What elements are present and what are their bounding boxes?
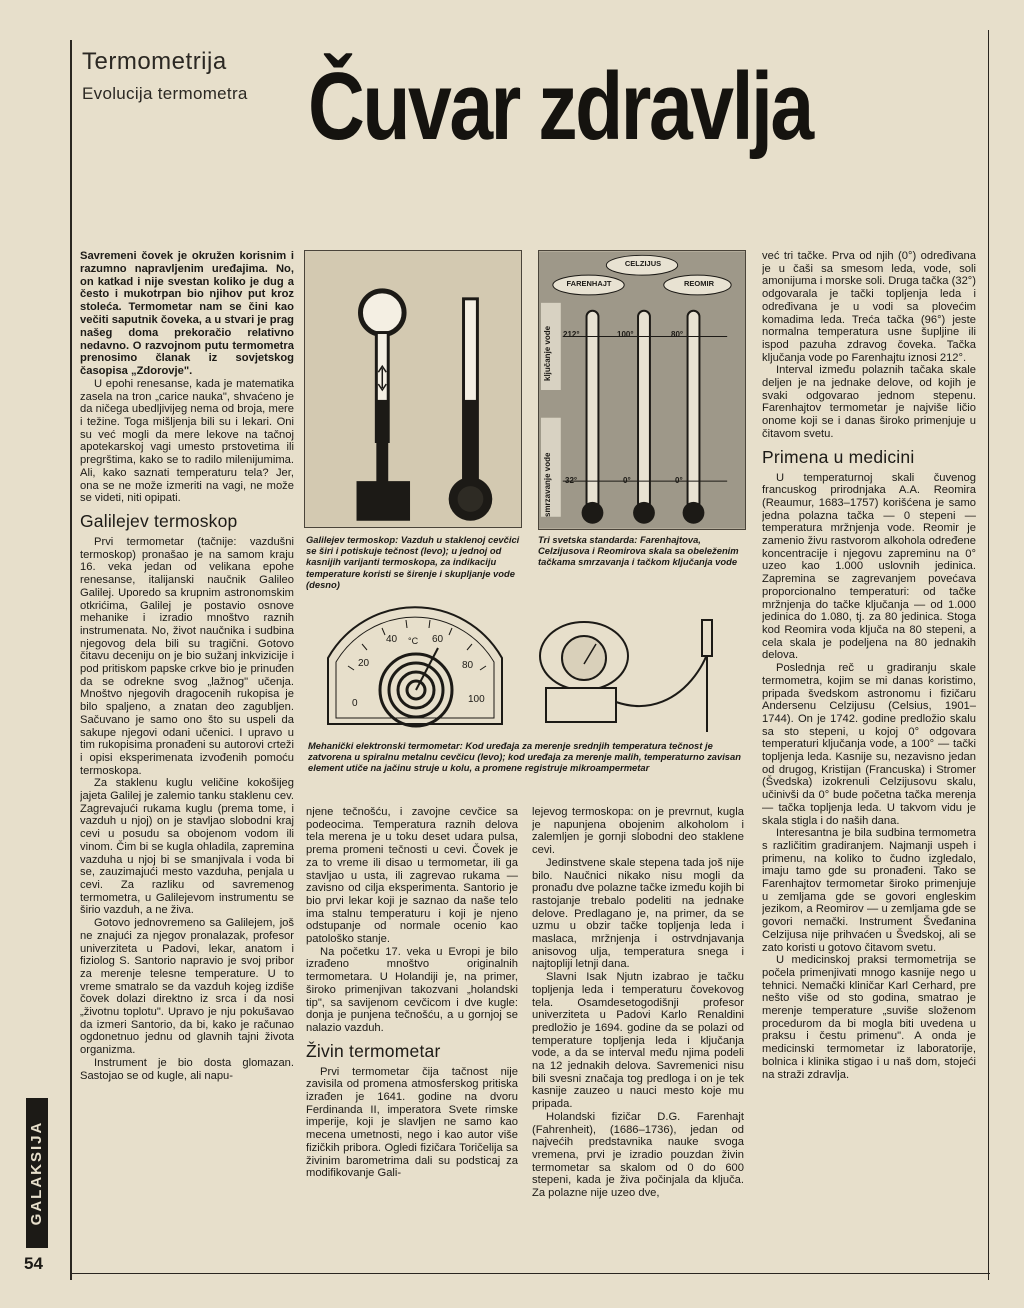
- caption-galilej: Galilejev termoskop: Vazduh u staklenoj cevčici se širi i potiskuje tečnost (levo); u jednoj od kasnijih varijanti termoskopa, za indikaciju temperature koristi se širenje i skupljanje vode (desno): [306, 534, 520, 590]
- label-f-boil: 212°: [563, 330, 580, 339]
- paragraph: Poslednja reč u gradiranju skale termometra, kojim se mi danas koristimo, pripada švedskom astronomu i fizičaru Andersenu Celzijusu (Celsius, 1901–1744). On je 1742. godine predložio skalu sa sto stepeni, u kojoj 0° odgovara temperaturi ključanja vode, a 100° — tački topljenja leda. Kasnije su, nezavisno jedan od drugog, Kristijan (Francuska) i Stromer (Švedska) izokrenuli Celzijusovu skalu, učinivši da 0° bude početna tačka merenja — tačka topljenja leda. U takvom vidu je skala stigla i do naših dana.: [762, 662, 976, 827]
- subheading-medicina: Primena u medicini: [762, 446, 915, 467]
- section-subtitle: Evolucija termometra: [82, 84, 248, 103]
- label-boiling-side: ključanje vode: [543, 325, 552, 381]
- scales-drawing: [539, 251, 745, 529]
- figure-temperature-scales: [538, 250, 746, 530]
- lead-paragraph: Savremeni čovek je okružen korisnim i razumno napravljenim uređajima. No, on katkad i nije svestan koliko je dug a često i mukotrpan bio njihov put kroz stoleća. Termometar nam se čini kao večiti saputnik čoveka, a u stvari je prag našeg doma prekoračio relativno nedavno. O razvojnom putu termometra prenosimo članak iz sovjetskog časopisa „Zdorovje".: [80, 250, 294, 378]
- subheading-galilej: Galilejev termoskop: [80, 511, 238, 531]
- paragraph: U medicinskoj praksi termometrija se počela primenjivati mnogo kasnije nego u tehnici. Nemački kliničar Karl Cerhard, pre nešto više od sto godina, smatrao je merenje temperature „suviše složenom procedurom da bi mogla biti uvedena u praksu i čestu primenu". A onda je medicinski termometar iz laboratorije, bolnica i klinika stigao i u naš dom, stojeći na straži zdravlja.: [762, 954, 976, 1081]
- paragraph: Instrument je bio dosta glomazan. Sastojao se od kugle, ali napu-: [80, 1056, 294, 1082]
- paragraph: Holandski fizičar D.G. Farenhajt (Fahrenheit), (1686–1736), jedan od najvećih predstavnika nauke svoga vremena, prvi je izradio pouzdan živin termometar sa skalom od 0 do 600 stepeni, kada je živa počinjala da ključa. Za polazne nije uzeo dve,: [532, 1110, 744, 1200]
- paragraph: lejevog termoskopa: on je prevrnut, kugla je napunjena obojenim alkoholom i zalemljen je gornji slobodni deo staklene cevi.: [532, 806, 744, 857]
- page-number: 54: [24, 1254, 43, 1273]
- magazine-logo-text: GALAKSIJA: [28, 1120, 45, 1226]
- gauge-label-0: 0: [352, 698, 358, 709]
- headline: Čuvar zdravlja: [308, 53, 812, 160]
- bottom-rule: [70, 1273, 990, 1274]
- figure-mechanical-electronic-thermometer: [306, 606, 748, 738]
- label-r-freeze: 0°: [675, 476, 683, 485]
- paragraph: Gotovo jednovremeno sa Galilejem, još ne znajući za njegov pronalazak, profesor univerziteta u Padovi, lekar, anatom i fiziolog S. Santorio napravio je svoj pribor za merenje telesne temperature. U to vreme smatralo se da vazduh kojeg izdiše čovek dolazi direktno iz srca i da nosi „životnu toplotu". Upravo je nju pokušavao da izmeri Santorio, da bi, kako je računao ogdonetnuo jednu od glavnih tajni života organizma.: [80, 917, 294, 1057]
- caption-scales: Tri svetska standarda: Farenhajtova, Celzijusova i Reomirova skala sa obeleženim tačkama smrzavanja i tačkom ključanja vode: [538, 534, 739, 568]
- label-c-boil: 100°: [617, 330, 634, 339]
- thermoscope-drawing: [305, 251, 521, 527]
- paragraph: Prvi termometar čija tačnost nije zavisila od promena atmosferskog pritiska izrađen je 1641. godine na dvoru Ferdinanda II, imperatora Svete rimske imperije, koji je slavljen ne samo kao mecena umetnosti, nego i kao autor više fizičkih pribora. Ogledi fizičara Toričelija sa živinim barometrima dali su podsticaj za modifikovanje Gali-: [306, 1065, 518, 1180]
- gauge-label-20: 20: [358, 658, 370, 669]
- column-1: [80, 250, 294, 1266]
- magazine-logo: [26, 1098, 48, 1248]
- section-title: Termometrija: [82, 48, 227, 75]
- label-fahrenheit: FARENHAJT: [566, 279, 612, 288]
- label-f-freeze: 32°: [565, 476, 578, 485]
- gauge-label-100: 100: [468, 694, 485, 705]
- gauge-label-unit: °C: [408, 636, 419, 646]
- label-freezing-side: smrzavanje vode: [543, 452, 552, 517]
- label-reaumur: REOMIR: [684, 279, 714, 288]
- paragraph: Interesantna je bila sudbina termometra s različitim gradiranjem. Najmanji uspeh i primenu, na koliko to čudno izgledalo, imaju tamo gde su pronađeni. Tako se Farenhajtov termometar široko primenjuje u zemljama gde se govori engleskim jezikom, a Reomirov — u zemljama gde se govori nemački. Instrument Šveđanina Celzijusa nije prihvaćen u Švedskoj, ali se zato koristi u gotovo čitavom svetu.: [762, 827, 976, 954]
- gauge-label-60: 60: [432, 634, 444, 645]
- gauge-drawing: [306, 606, 748, 738]
- caption-gauge: Mehanički elektronski termometar: Kod uređaja za merenje srednjih temperatura tečnost je zatvorena u spiralnu metalnu cevčicu (levo); kod uređaja za merenje malih, temperaturno zavisan element utiče na jačinu struje u kolu, a promene registruje mikroampermetar: [308, 740, 741, 774]
- left-margin-rule: [70, 40, 72, 1280]
- paragraph: već tri tačke. Prva od njih (0°) određivana je u čaši sa smesom leda, vode, soli amonijuma i morske soli. Druga tačka (32°) odgovarala je tački topljenja leda i određivana je u vodi sa plovećim komadima leda. Treća tačka (96°) jeste normalna temperatura usne šupljine ili ispod pazuha zdravog čoveka. Tačka ključanja vode po Farenhajtu iznosi 212°.: [762, 250, 976, 364]
- column-3: [532, 806, 744, 1266]
- label-r-boil: 80°: [671, 330, 684, 339]
- paragraph: Na početku 17. veka u Evropi je bilo izrađeno mnoštvo originalnih termometara. U Holandiji je, na primer, široko primenjivan takozvani „holandski tip", sa savijenom cevčicom i dve kugle: donja je punjena tečnošću, a u gornjoj se nalazio vazduh.: [306, 945, 518, 1034]
- paragraph: Jedinstvene skale stepena tada još nije bilo. Naučnici nikako nisu mogli da pronađu dve polazne tačke između kojih bi rastojanje trebalo podeliti na jednake delove. Predlagano je, na primer, da se uzmu u obzir tačke topljenja leda i maslaca, mržnjenja i ostrvdnjavanja anisovog ulja, temperatura snega i najtopliji letnji dana.: [532, 856, 744, 971]
- column-4: [762, 250, 976, 1266]
- paragraph: U epohi renesanse, kada je matematika zasela na tron „carice nauka", shvaćeno je da ničega ubedljivijeg nema od broja, mere i težine. Toga mišljenja bili su i lekari. Oni su već mogli da mere lekove na tačnoj apotekarskoj vagi umesto prstovetima ili pregrštima, kako se to radilo milenijumima. Ali, kako saznati temperaturu tela? Jer, ona se ne može izmeriti na vagi, ne može se videti, niti opipati.: [80, 377, 294, 505]
- paragraph: U temperaturnoj skali čuvenog francuskog prirodnjaka A.A. Reomira (Reaumur, 1683–1757) korišćena je samo jedna polazna tačka — 0 stepeni — temperatura mržnjenja vode. Reomir je zamenio živu rastvorom alkohola određene koncentracije i njegovu zapreminu na 0° uzeo kao 1.000 uslovnih jedinica. Zapremina se zagrevanjem povećava proporcionalno temperaturi: od tačke mržnjenja do tačke ključanja — od 1.000 jedinica do 1.080, tj. za 80 jedinica. Stoga kod Reomira voda ključa na 80 stepeni, a cela skala je podeljena na 80 jednakih delova.: [762, 471, 976, 662]
- paragraph: Interval između polaznih tačaka skale deljen je na jednake delove, od kojih je svaki odgovarao jednom stepenu. Farenhajtov termometar je najviše ličio onome koji se i danas široko primenjuje u čitavom svetu.: [762, 364, 976, 440]
- column-2: [306, 806, 518, 1266]
- figure-galilej-thermoscope: [304, 250, 522, 528]
- paragraph: Za staklenu kuglu veličine kokošijeg jajeta Galilej je zalemio tanku staklenu cev. Zagrevajući rukama kuglu (prema tome, i vazduh u njoj) on je stavljao slobodni kraj cevi u posudu sa obojenom vodom ili vinom. Čim bi se kugla ohladila, zapremina vazduha u njoj bi se smanjivala i voda bi se, zauzimajući mesto vazduha, penjala u cevi. Za razliku od savremenog termometra, u Galilejevom instrumentu se širio vazduh, a ne živa.: [80, 777, 294, 917]
- right-margin-rule: [988, 30, 989, 1280]
- gauge-label-40: 40: [386, 634, 398, 645]
- gauge-label-80: 80: [462, 660, 474, 671]
- label-c-freeze: 0°: [623, 476, 631, 485]
- label-celsius: CELZIJUS: [624, 259, 662, 268]
- paragraph: njene tečnošću, i zavojne cevčice sa podeocima. Temperatura raznih delova tela merena je u toku deset udara pulsa, prema promeni tečnosti u cevi. Čovek je za to vreme ili disao u termometar, ili ga stavljao u usta, ili zagrevao rukama — zavisno od cilja eksperimenta. Santorio je bio prvi lekar koji je saznao da naše telo ima stalnu temperaturu i koji je njeno odstupanje od normale ocenio kao patološko stanje.: [306, 806, 518, 946]
- subheading-ziva: Živin termometar: [306, 1040, 441, 1061]
- paragraph: Slavni Isak Njutn izabrao je tačku topljenja leda i temperaturu čovekovog tela. Osamdesetogodišnji profesor univerziteta u Padovi Karlo Renaldini predložio je 1694. godine da se polazi od temperature topljenja leda i ključanja vode, a da se interval među njima podeli na 12 jednakih delova. Savremenici nisu bili svesni značaja tog predloga i on je tek kasnije zauzeo u nauci mesto koje mu pripada.: [532, 971, 744, 1111]
- paragraph: Prvi termometar (tačnije: vazdušni termoskop) pronašao je na samom kraju 16. veka jedan od velikana epohe renesanse, italijanski naučnik Galileo Galilej. Uporedo sa krupnim astronomskim otkrićima, Galilej je postavio osnove mehanike i izradio mnoštvo raznih instrumenata. No, život naučnika i sudbina njegovog dela bili su tragični. Gotovo čitavu deceniju on je bio sužanj inkvizicije i pod pritiskom papske crkve bio je prinuđen da se odrekne svog „lažnog" učenja. Mnoštvo njegovih dragocenih rukopisa je bilo spaljeno, a znatan deo zagubljen. Sačuvano je samo ono što su uspeli da sakupe njegovi odani učenici. I upravo u tim rukopisima pronađeni su autorovi crteži i opisi eksperimenata izvođenih pomoću termoskopa.: [80, 536, 294, 777]
